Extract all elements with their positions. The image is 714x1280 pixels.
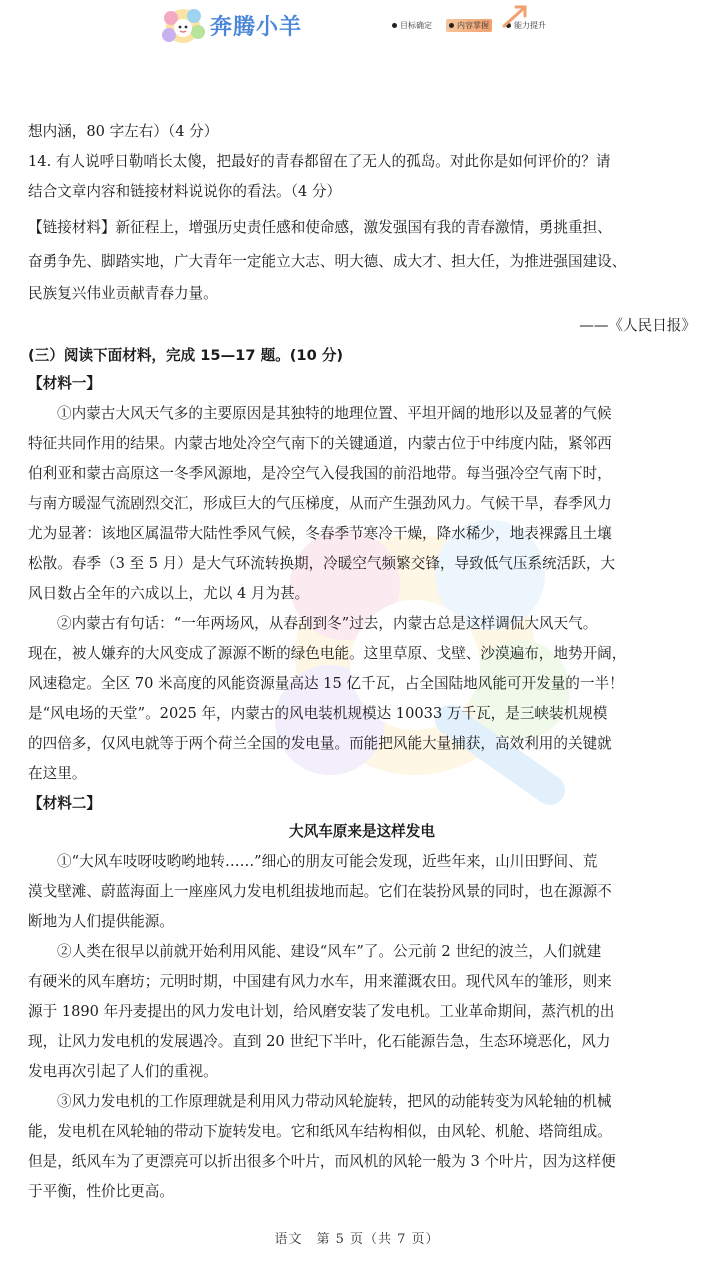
paragraph-line: 现，让风力发电机的发展遇冷。直到 20 世纪下半叶，化石能源告急，生态环境恶化，风力 bbox=[28, 1033, 611, 1050]
paragraph-line: 源于 1890 年丹麦提出的风力发电计划，给风磨安装了发电机。工业革命期间，蒸汽机的出 bbox=[28, 1003, 615, 1020]
paragraph-line: 在这里。 bbox=[28, 765, 87, 782]
paragraph-line: 断地为人们提供能源。 bbox=[28, 913, 174, 930]
text-line: 想内涵，80 字左右）（4 分） bbox=[28, 123, 219, 140]
paragraph-line: 松散。春季（3 至 5 月）是大气环流转换期，冷暖空气频繁交锋，导致低气压系统活跃，大 bbox=[28, 555, 616, 572]
material-one-heading: 【材料一】 bbox=[28, 375, 101, 392]
nav-label: 内容掌握 bbox=[457, 21, 489, 30]
paragraph-line: 是“风电场的天堂”。2025 年，内蒙古的风电装机规模达 10033 万千瓦，是三峡装机规模 bbox=[28, 705, 608, 722]
bullet-icon bbox=[392, 23, 397, 28]
arrow-decoration-icon bbox=[500, 2, 530, 30]
paragraph-line: 风日数占全年的六成以上，尤以 4 月为甚。 bbox=[28, 585, 310, 602]
paragraph-line: ②内蒙古有句话：“一年两场风，从春刮到冬”过去，内蒙古总是这样调侃大风天气。 bbox=[57, 615, 598, 632]
brand-name: 奔腾小羊 bbox=[210, 15, 303, 40]
material-two-heading: 【材料二】 bbox=[28, 795, 101, 812]
sheep-logo-icon bbox=[158, 4, 208, 48]
paragraph-line: 能，发电机在风轮轴的带动下旋转发电。它和纸风车结构相似，由风轮、机舱、塔筒组成。 bbox=[28, 1123, 612, 1140]
link-material: 【链接材料】新征程上，增强历史责任感和使命感，激发强国有我的青春激情，勇挑重担、 bbox=[28, 219, 612, 236]
question-14: 14. 有人说呼日勒哨长太傻，把最好的青春都留在了无人的孤岛。对此你是如何评价的？请 bbox=[28, 153, 611, 170]
paragraph-line: ①内蒙古大风天气多的主要原因是其独特的地理位置、平坦开阔的地形以及显著的气候 bbox=[57, 405, 612, 422]
text-line: 结合文章内容和链接材料说说你的看法。（4 分） bbox=[28, 183, 342, 200]
paragraph-line: ②人类在很早以前就开始利用风能、建设“风车”了。公元前 2 世纪的波兰，人们就建 bbox=[57, 943, 602, 960]
paragraph-line: 的四倍多，仅风电就等于两个荷兰全国的发电量。而能把风能大量捕获，高效利用的关键就 bbox=[28, 735, 612, 752]
citation: ——《人民日报》 bbox=[579, 317, 696, 334]
section-heading: (三）阅读下面材料，完成 15—17 题。(10 分) bbox=[28, 347, 344, 364]
paragraph-line: 有硬米的风车磨坊；元明时期，中国建有风力水车，用来灌溉农田。现代风车的雏形，则来 bbox=[28, 973, 612, 990]
paragraph-line: 风速稳定。全区 70 米高度的风能资源量高达 15 亿千瓦，占全国陆地风能可开发量的一半！ bbox=[28, 675, 624, 692]
paragraph-line: 伯利亚和蒙古高原这一冬季风源地，是冷空气入侵我国的前沿地带。每当强冷空气南下时， bbox=[28, 465, 612, 482]
nav-label: 目标确定 bbox=[400, 21, 432, 30]
paragraph-line: 但是，纸风车为了更漂亮可以折出很多个叶片，而风机的风轮一般为 3 个叶片，因为这样便 bbox=[28, 1153, 616, 1170]
paragraph-line: ③风力发电机的工作原理就是利用风力带动风轮旋转，把风的动能转变为风轮轴的机械 bbox=[57, 1093, 612, 1110]
paragraph-line: 漠戈壁滩、蔚蓝海面上一座座风力发电机组拔地而起。它们在装扮风景的同时，也在源源不 bbox=[28, 883, 612, 900]
nav-label: 能力提升 bbox=[514, 21, 546, 30]
bullet-icon bbox=[449, 23, 454, 28]
paragraph-line: 特征共同作用的结果。内蒙古地处冷空气南下的关键通道，内蒙古位于中纬度内陆，紧邻西 bbox=[28, 435, 612, 452]
paragraph-line: 与南方暖湿气流剧烈交汇，形成巨大的气压梯度，从而产生强劲风力。气候干旱，春季风力 bbox=[28, 495, 612, 512]
paragraph-line: ①“大风车吱呀吱哟哟地转……”细心的朋友可能会发现，近些年来，山川田野间、荒 bbox=[57, 853, 598, 870]
text-line: 民族复兴伟业贡献青春力量。 bbox=[28, 285, 218, 302]
page-footer: 语文 第 5 页（共 7 页） bbox=[274, 1232, 440, 1247]
paragraph-line: 尤为显著：该地区属温带大陆性季风气候，冬春季节寒冷干燥，降水稀少，地表裸露且土壤 bbox=[28, 525, 612, 542]
paragraph-line: 现在，被人嫌弃的大风变成了源源不断的绿色电能。这里草原、戈壁、沙漠遍布，地势开阔， bbox=[28, 645, 627, 662]
paragraph-line: 发电再次引起了人们的重视。 bbox=[28, 1063, 218, 1080]
nav-item-content bbox=[446, 19, 492, 32]
page-header bbox=[0, 0, 714, 60]
paragraph-line: 于平衡，性价比更高。 bbox=[28, 1183, 174, 1200]
nav-item-goal bbox=[392, 19, 432, 32]
text-line: 奋勇争先、脚踏实地，广大青年一定能立大志、明大德、成大才、担大任，为推进强国建设、 bbox=[28, 253, 627, 270]
article-title: 大风车原来是这样发电 bbox=[289, 823, 435, 840]
